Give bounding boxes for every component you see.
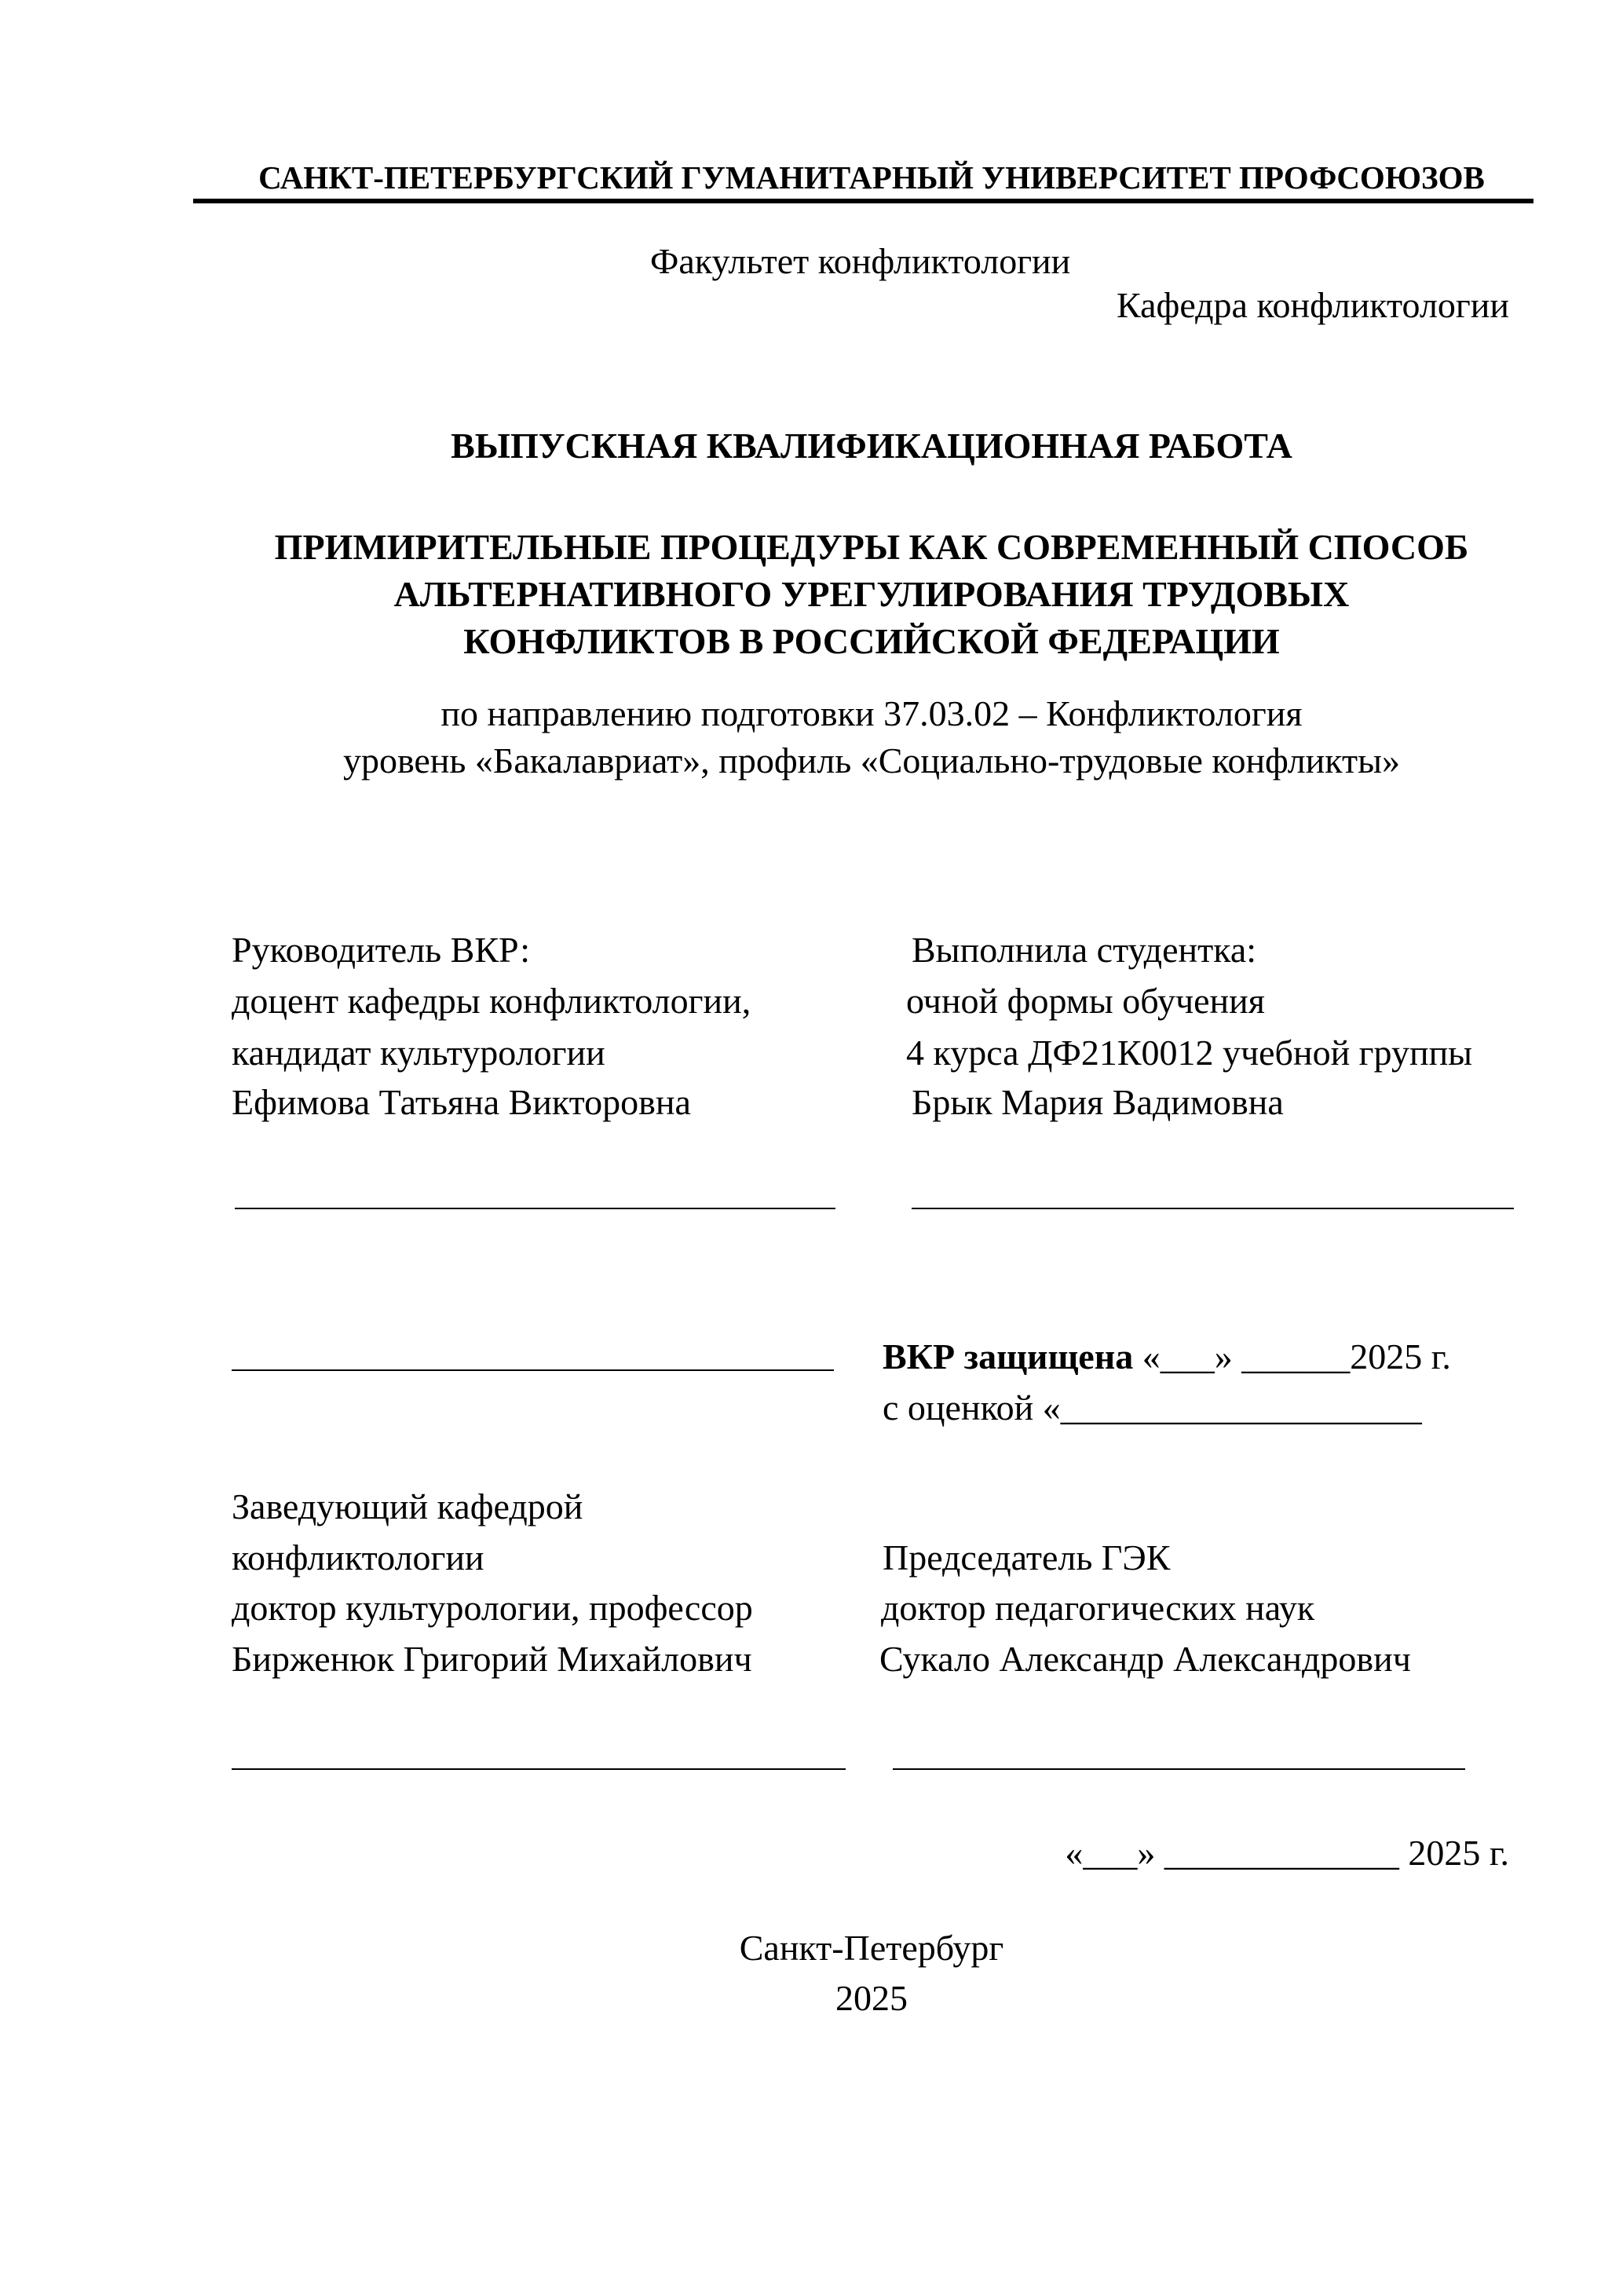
- header-rule: [193, 199, 1533, 203]
- head-line: доктор культурологии, профессор: [232, 1588, 753, 1628]
- head-line: конфликтологии: [232, 1537, 484, 1578]
- city: Санкт-Петербург: [739, 1928, 1004, 1968]
- student-line: 4 курса ДФ21К0012 учебной группы: [906, 1033, 1473, 1073]
- chairman-name: Сукало Александр Александрович: [879, 1639, 1411, 1679]
- student-signature-line: [912, 1208, 1514, 1209]
- defense-date: «___» ______2025 г.: [1142, 1336, 1451, 1377]
- university-name: САНКТ-ПЕТЕРБУРГСКИЙ ГУМАНИТАРНЫЙ УНИВЕРСИТЕТ ПРОФСОЮЗОВ: [258, 159, 1485, 196]
- faculty: Факультет конфликтологии: [650, 241, 1071, 281]
- defense-label: ВКР защищена: [883, 1336, 1134, 1377]
- title-line-3: КОНФЛИКТОВ В РОССИЙСКОЙ ФЕДЕРАЦИИ: [463, 621, 1280, 661]
- head-line: Заведующий кафедрой: [232, 1486, 583, 1526]
- year: 2025: [835, 1978, 908, 2018]
- supervisor-line: доцент кафедры конфликтологии,: [232, 981, 751, 1021]
- supervisor-line: кандидат культурологии: [232, 1033, 605, 1073]
- signature-line: [232, 1369, 834, 1371]
- student-line: очной формы обучения: [906, 981, 1265, 1021]
- chairman-signature-line: [893, 1768, 1465, 1770]
- chairman-line: доктор педагогических наук: [881, 1588, 1315, 1628]
- supervisor-signature-line: [235, 1208, 835, 1209]
- title-line-1: ПРИМИРИТЕЛЬНЫЕ ПРОЦЕДУРЫ КАК СОВРЕМЕННЫЙ СПОСОБ: [274, 527, 1469, 567]
- head-signature-line: [232, 1768, 846, 1770]
- defense-grade: с оценкой «____________________: [883, 1387, 1422, 1428]
- sign-date: «___» _____________ 2025 г.: [1065, 1833, 1509, 1873]
- direction-line-1: по направлению подготовки 37.03.02 – Конфликтология: [440, 693, 1303, 733]
- work-type: ВЫПУСКНАЯ КВАЛИФИКАЦИОННАЯ РАБОТА: [451, 426, 1292, 466]
- direction-line-2: уровень «Бакалавриат», профиль «Социально-трудовые конфликты»: [342, 740, 1401, 781]
- supervisor-name: Ефимова Татьяна Викторовна: [232, 1082, 691, 1122]
- chairman-line: Председатель ГЭК: [883, 1537, 1171, 1578]
- title-line-2: АЛЬТЕРНАТИВНОГО УРЕГУЛИРОВАНИЯ ТРУДОВЫХ: [393, 574, 1350, 614]
- head-name: Бирженюк Григорий Михайлович: [232, 1639, 752, 1679]
- department: Кафедра конфликтологии: [1117, 285, 1509, 325]
- student-name: Брык Мария Вадимовна: [912, 1082, 1284, 1122]
- defense-line: [883, 1335, 1451, 1379]
- supervisor-line: Руководитель ВКР:: [232, 930, 531, 970]
- student-line: Выполнила студентка:: [912, 930, 1257, 970]
